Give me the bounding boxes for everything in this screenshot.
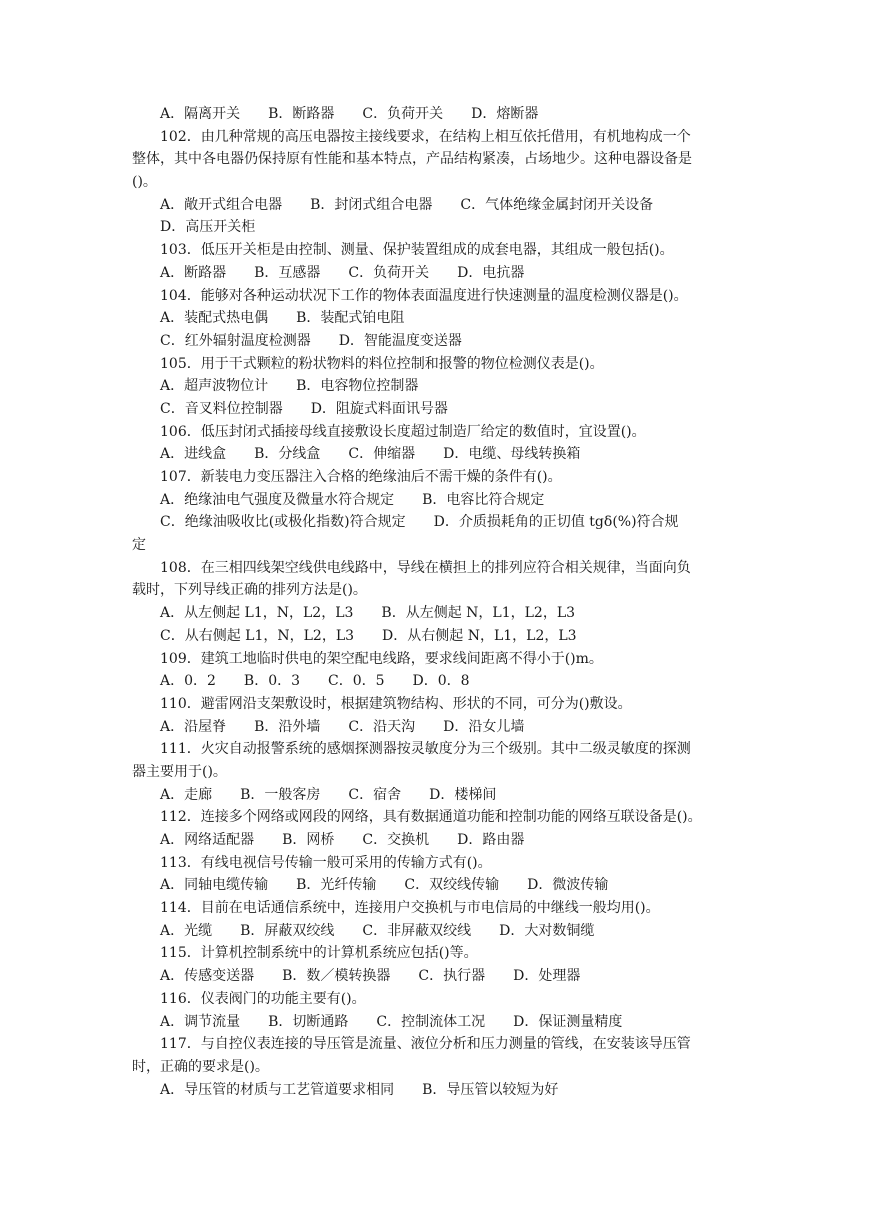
option-line: A．超声波物位计 B．电容物位控制器 xyxy=(160,378,419,395)
option-line: A．隔离开关 B．断路器 C．负荷开关 D．熔断器 xyxy=(160,106,539,122)
question-line: 114．目前在电话通信系统中，连接用户交换机与市电信局的中继线一般均用()。 xyxy=(160,900,660,917)
option-line: C．红外辐射温度检测器 D．智能温度变送器 xyxy=(160,332,462,349)
option-line: A．绝缘油电气强度及微量水符合规定 B．电容比符合规定 xyxy=(160,491,545,508)
option-line: C．绝缘油吸收比(或极化指数)符合规定 D．介质损耗角的正切值 tgδ(%)符合规 xyxy=(160,514,679,531)
question-line: 117．与自控仪表连接的导压管是流量、液位分析和压力测量的管线，在安装该导压管 xyxy=(160,1036,691,1053)
question-line: 108．在三相四线架空线供电线路中，导线在横担上的排列应符合相关规律，当面向负 xyxy=(160,559,691,576)
option-line: A．进线盒 B．分线盒 C．伸缩器 D．电缆、母线转换箱 xyxy=(160,446,581,463)
option-line: A．导压管的材质与工艺管道要求相同 B．导压管以较短为好 xyxy=(160,1081,559,1098)
question-line: 109．建筑工地临时供电的架空配电线路，要求线间距离不得小于()m。 xyxy=(160,650,603,667)
option-line: A．敞开式组合电器 B．封闭式组合电器 C．气体绝缘金属封闭开关设备 xyxy=(160,196,654,213)
option-line: A．传感变送器 B．数／模转换器 C．执行器 D．处理器 xyxy=(160,968,581,985)
question-continuation-line: ()。 xyxy=(132,174,157,191)
option-line: D．高压开关柜 xyxy=(160,219,256,236)
option-line: A．调节流量 B．切断通路 C．控制流体工况 D．保证测量精度 xyxy=(160,1013,623,1030)
question-line: 115．计算机控制系统中的计算机系统应包括()等。 xyxy=(160,945,478,962)
question-line: 107．新装电力变压器注入合格的绝缘油后不需干燥的条件有()。 xyxy=(160,469,562,485)
option-line: C．从右侧起 L1，N，L2，L3 D．从右侧起 N，L1，L2，L3 xyxy=(160,627,577,644)
question-line: 106．低压封闭式插接母线直接敷设长度超过制造厂给定的数值时，宜设置()。 xyxy=(160,423,646,440)
question-line: 102．由几种常规的高压电器按主接线要求，在结构上相互依托借用，有机地构成一个 xyxy=(160,128,691,145)
question-line: 111．火灾自动报警系统的感烟探测器按灵敏度分为三个级别。其中二级灵敏度的探测 xyxy=(160,741,691,758)
option-line: A．网络适配器 B．网桥 C．交换机 D．路由器 xyxy=(160,832,525,848)
option-line: A．从左侧起 L1，N，L2，L3 B．从左侧起 N，L1，L2，L3 xyxy=(160,605,576,622)
option-line: A．走廊 B．一般客房 C．宿舍 D．楼梯间 xyxy=(160,786,497,803)
option-line: A．同轴电缆传输 B．光纤传输 C．双绞线传输 D．微波传输 xyxy=(160,877,609,894)
option-line: A．沿屋脊 B．沿外墙 C．沿天沟 D．沿女儿墙 xyxy=(160,718,525,735)
question-continuation-line: 载时，下列导线正确的排列方法是()。 xyxy=(132,582,367,599)
question-line: 104．能够对各种运动状况下工作的物体表面温度进行快速测量的温度检测仪器是()。 xyxy=(160,287,688,304)
question-continuation-line: 整体，其中各电器仍保持原有性能和基本特点，产品结构紧凑，占场地少。这种电器设备是 xyxy=(132,151,692,168)
option-continuation-line: 定 xyxy=(132,537,146,554)
option-line: A．0．2 B．0．3 C．0．5 D．0．8 xyxy=(160,673,470,690)
question-line: 110．避雷网沿支架敷设时，根据建筑物结构、形状的不同，可分为()敷设。 xyxy=(160,695,632,712)
question-line: 112．连接多个网络或网段的网络，具有数据通道功能和控制功能的网络互联设备是()。 xyxy=(160,809,702,826)
question-line: 105．用于干式颗粒的粉状物料的料位控制和报警的物位检测仪表是()。 xyxy=(160,355,604,372)
option-line: A．装配式热电偶 B．装配式铂电阻 xyxy=(160,310,405,327)
question-line: 103．低压开关柜是由控制、测量、保护装置组成的成套电器，其组成一般包括()。 xyxy=(160,242,674,259)
option-line: A．断路器 B．互感器 C．负荷开关 D．电抗器 xyxy=(160,264,525,281)
question-continuation-line: 时，正确的要求是()。 xyxy=(132,1058,269,1075)
option-line: C．音叉料位控制器 D．阻旋式料面讯号器 xyxy=(160,400,448,417)
question-line: 116．仪表阀门的功能主要有()。 xyxy=(160,990,366,1007)
option-line: A．光缆 B．屏蔽双绞线 C．非屏蔽双绞线 D．大对数铜缆 xyxy=(160,922,595,939)
question-line: 113．有线电视信号传输一般可采用的传输方式有()。 xyxy=(160,854,492,871)
question-text-body xyxy=(132,103,738,1101)
question-continuation-line: 器主要用于()。 xyxy=(132,763,227,780)
